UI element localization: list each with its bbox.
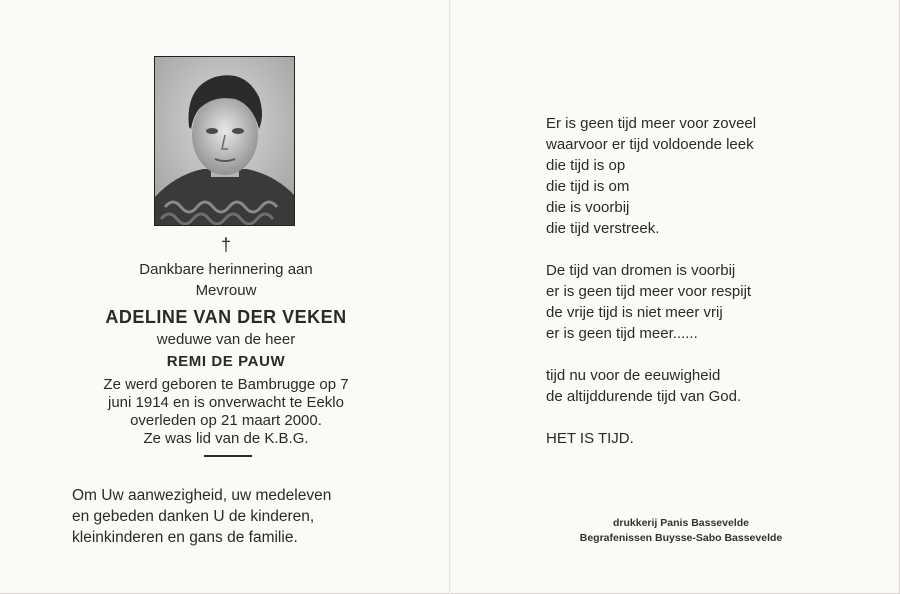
thanks-message [72,485,331,548]
honorific-text: Mevrouw [195,282,257,299]
right-page [451,0,900,594]
poem-line: tijd nu voor de eeuwigheid [546,367,721,384]
spouse-name: REMI DE PAUW [166,353,286,370]
poem-line: die tijd verstreek. [546,220,660,237]
poem-closing: HET IS TIJD. [546,430,634,447]
printer-credit: drukkerij Panis Bassevelde [613,517,749,529]
biography [40,376,412,448]
divider-line [204,455,252,457]
bio-line: juni 1914 en is onverwacht te Eeklo [108,394,344,411]
poem-line: er is geen tijd meer voor respijt [546,283,752,300]
funeral-director-credit: Begrafenissen Buysse-Sabo Bassevelde [579,532,783,544]
thanks-line: kleinkinderen en gans de familie. [72,529,298,546]
left-page [0,0,449,594]
poem-line: die is voorbij [546,199,630,216]
bio-line: Ze werd geboren te Bambrugge op 7 [103,376,349,393]
poem [546,113,756,449]
dedication-text: Dankbare herinnering aan [139,261,313,278]
poem-line: de vrije tijd is niet meer vrij [546,304,723,321]
poem-stanza-1 [546,113,756,239]
bio-line: Ze was lid van de K.B.G. [143,430,309,447]
portrait-photo [154,56,295,226]
poem-stanza-3 [546,365,756,407]
poem-line: die tijd is om [546,178,630,195]
poem-line: de altijddurende tijd van God. [546,388,742,405]
thanks-line: Om Uw aanwezigheid, uw medeleven [72,487,332,504]
relation-text: weduwe van de heer [156,331,296,348]
poem-line: Er is geen tijd meer voor zoveel [546,115,757,132]
poem-line: waarvoor er tijd voldoende leek [546,136,754,153]
cross-symbol: † [220,235,231,255]
poem-line: die tijd is op [546,157,626,174]
bio-line: overleden op 21 maart 2000. [130,412,322,429]
poem-line: De tijd van dromen is voorbij [546,262,736,279]
portrait-image [155,57,294,225]
thanks-line: en gebeden danken U de kinderen, [72,508,315,525]
poem-stanza-2 [546,260,756,344]
deceased-name: ADELINE VAN DER VEKEN [105,307,347,327]
poem-line: er is geen tijd meer...... [546,325,698,342]
